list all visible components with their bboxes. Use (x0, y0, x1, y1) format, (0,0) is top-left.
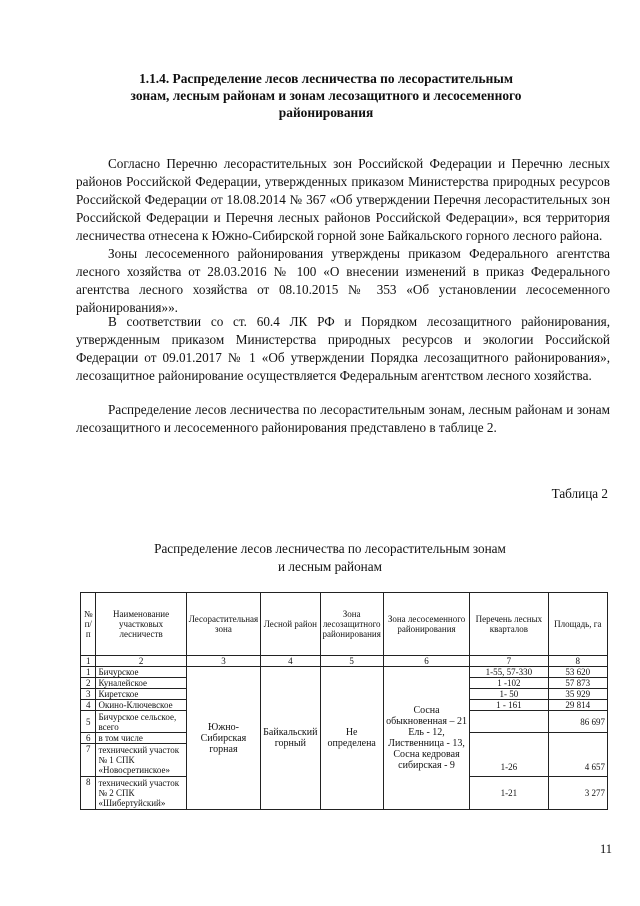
row-name: Окино-Ключевское (96, 700, 186, 711)
row-num: 7 (81, 744, 96, 777)
row-area: 29 814 (548, 700, 607, 711)
col-number: 5 (320, 656, 383, 667)
row-num: 6 (81, 733, 96, 744)
paragraph-2: Зоны лесосеменного районирования утверждены приказом Федерального агентства лесного хозяйства от 28.03.2016 № 100 «О внесении изменений в приказ Федерального агентства лесного хозяйства от 08.10.2015 № 353 «Об установлении лесосеменного районирования»». (76, 246, 610, 315)
header-cell: Зона лесозащитного районирования (320, 593, 383, 656)
row-name: технический участок № 1 СПК «Новосретинское» (96, 744, 186, 777)
col-number: 2 (96, 656, 186, 667)
row-num: 1 (81, 667, 96, 678)
row-num: 2 (81, 678, 96, 689)
protection-zone-cell: Не определена (320, 667, 383, 810)
paragraph-4: Распределение лесов лесничества по лесорастительным зонам, лесным районам и зонам лесозащитного и лесосеменного районирования представлено в таблице 2. (76, 402, 610, 435)
row-area: 53 620 (548, 667, 607, 678)
row-area: 3 277 (548, 777, 607, 810)
zone-cell: Южно-Сибирская горная (186, 667, 260, 810)
table-title: Распределение лесов лесничества по лесорастительным зонам и лесным районам (154, 541, 506, 574)
row-area: 35 929 (548, 689, 607, 700)
row-name: Бичурское сельское, всего (96, 711, 186, 733)
district-cell: Байкальский горный (261, 667, 320, 810)
row-name: Киретское (96, 689, 186, 700)
row-area: 4 657 (548, 733, 607, 777)
col-number: 7 (470, 656, 548, 667)
row-num: 3 (81, 689, 96, 700)
row-quarters: 1-55, 57-330 (470, 667, 548, 678)
col-number: 8 (548, 656, 607, 667)
seed-zone-cell: Сосна обыкновенная – 21 Ель - 12, Лиственница - 13, Сосна кедровая сибирская - 9 (383, 667, 469, 810)
page-number: 11 (599, 842, 612, 856)
header-cell: Зона лесосеменного районирования (383, 593, 469, 656)
paragraph-3: В соответствии со ст. 60.4 ЛК РФ и Порядком лесозащитного районирования, утвержденным приказом Министерства природных ресурсов и экологии Российской Федерации от 09.01.2017 № 1 «Об утверждении Порядка лесозащитного районирования», лесозащитное районирование осуществляется Федеральным агентством лесного хозяйства. (76, 314, 610, 383)
row-quarters: 1 -102 (470, 678, 548, 689)
row-area: 86 697 (548, 711, 607, 733)
row-quarters: 1-26 (470, 733, 548, 777)
table-label: Таблица 2 (551, 486, 608, 501)
row-name: технический участок № 2 СПК «Шибертуйский» (96, 777, 186, 810)
distribution-table (80, 592, 608, 810)
col-number: 1 (81, 656, 96, 667)
header-cell: Площадь, га (548, 593, 607, 656)
header-cell: Перечень лесных кварталов (470, 593, 548, 656)
row-area: 57 873 (548, 678, 607, 689)
row-num: 5 (81, 711, 96, 733)
section-heading: 1.1.4. Распределение лесов лесничества по лесорастительным зонам, лесным районам и зонам лесозащитного и лесосеменного районирования (130, 71, 522, 120)
col-number: 6 (383, 656, 469, 667)
row-name: Бичурское (96, 667, 186, 678)
row-name: в том числе (96, 733, 186, 744)
header-cell: Наименование участковых лесничеств (96, 593, 186, 656)
column-number-row (81, 656, 608, 667)
row-name: Куналейское (96, 678, 186, 689)
table-header-row (81, 593, 608, 656)
row-quarters (470, 711, 548, 733)
row-num: 4 (81, 700, 96, 711)
row-quarters: 1- 50 (470, 689, 548, 700)
row-quarters: 1-21 (470, 777, 548, 810)
paragraph-1: Согласно Перечню лесорастительных зон Российской Федерации и Перечню лесных районов Российской Федерации, утвержденных приказом Министерства природных ресурсов Российской Федерации от 18.08.2014 № 367 «Об утверждении Перечня лесорастительных зон Российской Федерации и Перечня лесных районов Российской Федерации», вся территория лесничества отнесена к Южно-Сибирской горной зоне Байкальского горного лесного района. (76, 156, 610, 243)
header-cell: № п/п (81, 593, 96, 656)
header-cell: Лесорастительная зона (186, 593, 260, 656)
table-row (81, 667, 608, 678)
col-number: 4 (261, 656, 320, 667)
header-cell: Лесной район (261, 593, 320, 656)
row-quarters: 1 - 161 (470, 700, 548, 711)
col-number: 3 (186, 656, 260, 667)
row-num: 8 (81, 777, 96, 810)
